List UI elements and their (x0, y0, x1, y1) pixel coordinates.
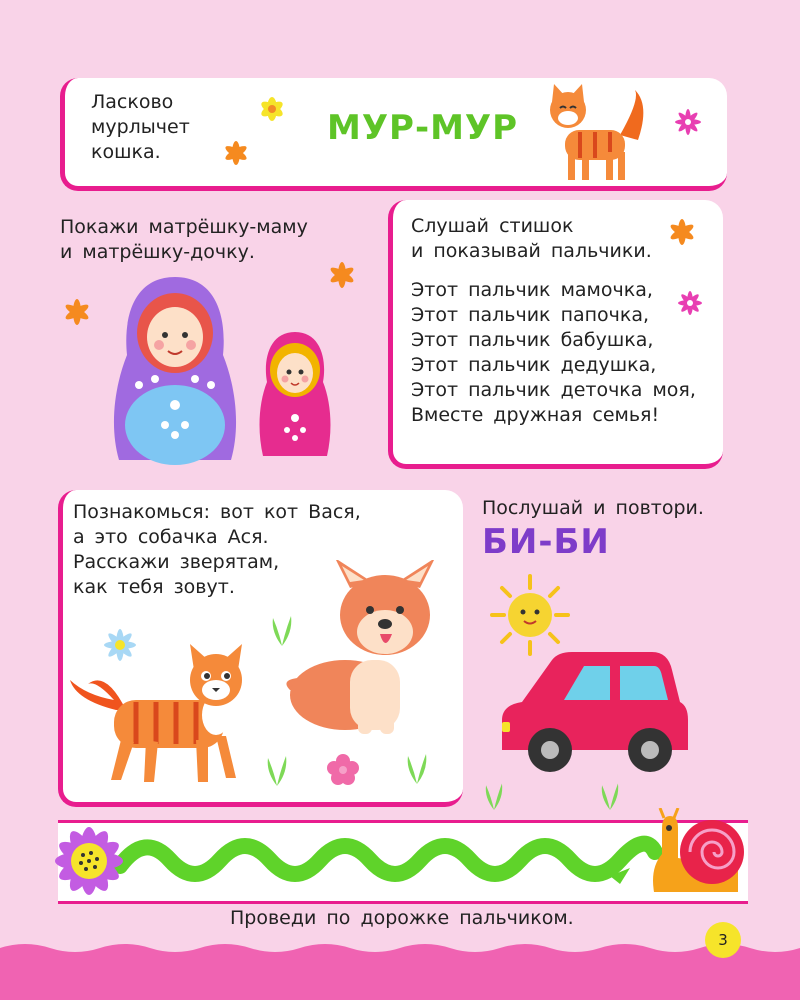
text-line: Слушай стишок (411, 215, 574, 237)
verse-line: Вместе дружная семья! (411, 404, 660, 426)
cat-purring-text (91, 90, 190, 165)
grass-sprout-icon (478, 780, 510, 810)
yellow-flower-icon (255, 92, 289, 126)
standing-cat-illustration (540, 80, 660, 185)
dolls-instruction (60, 215, 308, 265)
car-illustration (492, 650, 692, 780)
verse-line: Этот пальчик мамочка, (411, 279, 653, 301)
text-line: Расскажи зверятам, (73, 551, 280, 573)
verse-line: Этот пальчик деточка моя, (411, 379, 696, 401)
verse-line: Этот пальчик бабушка, (411, 329, 654, 351)
pink-flower-icon (675, 288, 705, 318)
orange-flower-icon (220, 137, 252, 169)
dog-asya-illustration (280, 560, 450, 736)
purple-flower-icon (50, 822, 128, 900)
verse-line: Этот пальчик папочка, (411, 304, 650, 326)
page-number-badge: 3 (705, 922, 741, 958)
orange-flower-icon (665, 215, 699, 249)
bi-bi-title: БИ-БИ (482, 522, 610, 562)
rhyme-intro (411, 214, 652, 264)
daughter-matryoshka-illustration (255, 330, 335, 460)
grass-sprout-icon (400, 750, 434, 784)
text-line: Ласково (91, 91, 174, 113)
pink-flower-icon (671, 105, 705, 139)
text-line: кошка. (91, 141, 161, 163)
text-line: мурлычет (91, 116, 190, 138)
cat-vasya-illustration (66, 640, 256, 790)
text-line: а это собачка Ася. (73, 526, 269, 548)
snail-illustration (648, 808, 748, 898)
mur-mur-title: МУР-МУР (327, 108, 519, 148)
orange-flower-icon (60, 295, 94, 329)
text-line: Покажи матрёшку-маму (60, 216, 308, 238)
text-line: и показывай пальчики. (411, 240, 652, 262)
tracing-wave-path[interactable] (110, 822, 670, 898)
grass-sprout-icon (260, 752, 294, 786)
text-line: как тебя зовут. (73, 576, 235, 598)
text-line: и матрёшку-дочку. (60, 241, 255, 263)
verse-line: Этот пальчик дедушка, (411, 354, 657, 376)
rhyme-verse (411, 278, 696, 428)
pink-flower-icon (325, 752, 361, 788)
bottom-wave-decoration (0, 940, 800, 1000)
mother-matryoshka-illustration (105, 275, 245, 467)
car-prompt: Послушай и повтори. (482, 497, 704, 519)
orange-flower-icon (325, 258, 359, 292)
text-line: Познакомься: вот кот Вася, (73, 501, 361, 523)
grass-sprout-icon (594, 780, 626, 810)
track-instruction: Проведи по дорожке пальчиком. (230, 907, 574, 929)
sun-illustration (480, 570, 580, 660)
